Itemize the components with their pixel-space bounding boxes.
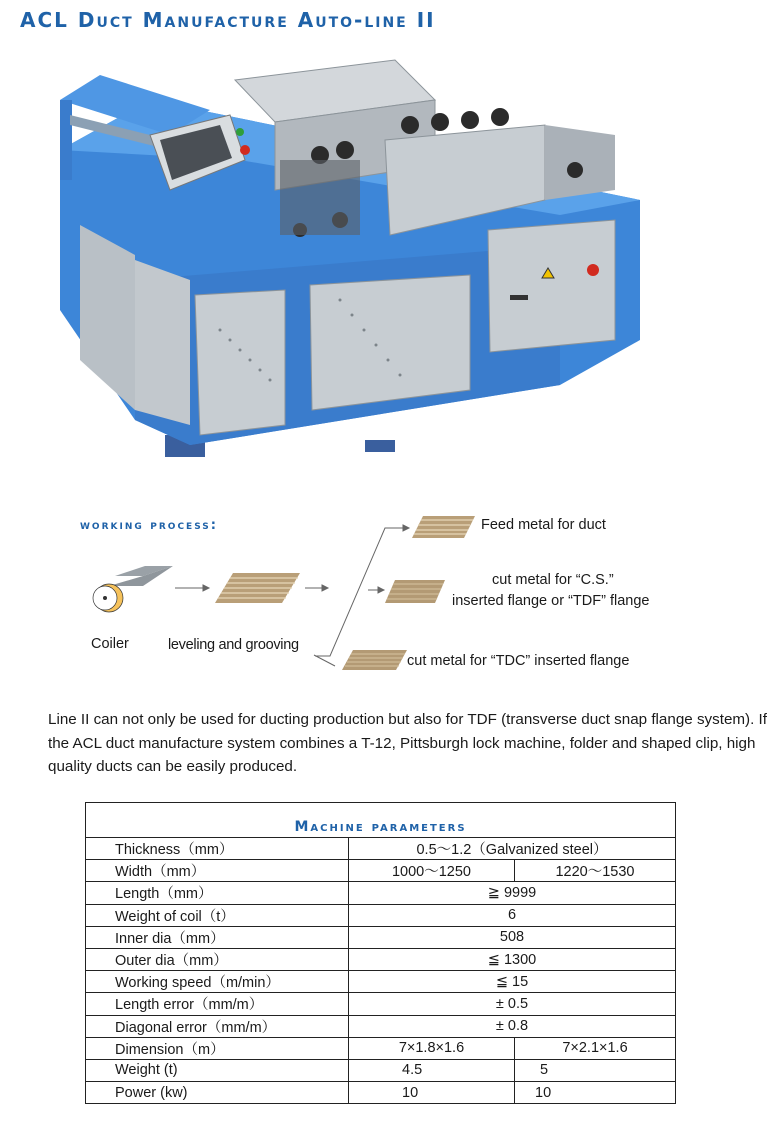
grooved-sheet-icon bbox=[215, 573, 300, 603]
cut-tdc-sheet-icon bbox=[342, 650, 407, 670]
table-row bbox=[86, 860, 676, 882]
param-value: 6 bbox=[349, 904, 676, 926]
cut-tdc-label: cut metal for “TDC” inserted flange bbox=[407, 653, 630, 669]
machine-image bbox=[40, 40, 660, 480]
param-name: Width（mm） bbox=[86, 860, 349, 882]
param-value-1: 1000～1250 bbox=[349, 860, 515, 882]
param-name: Power (kw) bbox=[86, 1082, 349, 1104]
param-value-2: 10 bbox=[515, 1082, 676, 1104]
table-row bbox=[86, 993, 676, 1015]
arrow-icon bbox=[305, 585, 328, 591]
coiler-label: Coiler bbox=[91, 636, 129, 652]
leveling-label: leveling and grooving bbox=[168, 637, 299, 653]
feed-sheet-icon bbox=[412, 516, 475, 538]
param-name: Dimension（m） bbox=[86, 1037, 349, 1059]
param-value-2: 5 bbox=[515, 1059, 676, 1081]
table-row bbox=[86, 1059, 676, 1081]
table-row bbox=[86, 882, 676, 904]
description-paragraph: Line II can not only be used for ducting production but also for TDF (transverse duct snap flange system). If the ACL duct manufacture system combines a T-12, Pittsburgh lock machine, folder and shaped clip, high quality ducts can be easily produced. bbox=[48, 711, 767, 775]
table-row bbox=[86, 1015, 676, 1037]
working-process-label: working process: bbox=[80, 518, 218, 533]
arrow-icon bbox=[175, 585, 209, 591]
param-name: Inner dia（mm） bbox=[86, 926, 349, 948]
cut-cs-label-line2: inserted flange or “TDF” flange bbox=[452, 593, 650, 609]
cut-cs-sheet-icon bbox=[385, 580, 445, 603]
param-name: Length（mm） bbox=[86, 882, 349, 904]
table-row bbox=[86, 948, 676, 970]
table-row bbox=[86, 971, 676, 993]
param-value-1: 10 bbox=[349, 1082, 515, 1104]
table-row bbox=[86, 904, 676, 926]
table-row bbox=[86, 838, 676, 860]
feed-label: Feed metal for duct bbox=[481, 517, 606, 533]
param-value-2: 7×2.1×1.6 bbox=[515, 1037, 676, 1059]
param-value: ≦ 1300 bbox=[349, 948, 676, 970]
coiler-icon bbox=[93, 566, 173, 612]
param-value: ≧ 9999 bbox=[349, 882, 676, 904]
page-title: ACL Duct Manufacture Auto-line II bbox=[20, 8, 436, 32]
param-value-2: 1220～1530 bbox=[515, 860, 676, 882]
param-value: ± 0.8 bbox=[349, 1015, 676, 1037]
table-row bbox=[86, 1082, 676, 1104]
param-value: 508 bbox=[349, 926, 676, 948]
param-value: 0.5～1.2（Galvanized steel） bbox=[349, 838, 676, 860]
param-value-1: 4.5 bbox=[349, 1059, 515, 1081]
param-value: ± 0.5 bbox=[349, 993, 676, 1015]
table-row bbox=[86, 926, 676, 948]
machine-parameters-table bbox=[85, 802, 676, 1104]
param-name: Length error（mm/m） bbox=[86, 993, 349, 1015]
param-name: Outer dia（mm） bbox=[86, 948, 349, 970]
param-name: Weight (t) bbox=[86, 1059, 349, 1081]
table-header: Machine parameters bbox=[86, 803, 676, 838]
param-name: Weight of coil（t） bbox=[86, 904, 349, 926]
param-value-1: 7×1.8×1.6 bbox=[349, 1037, 515, 1059]
param-name: Diagonal error（mm/m） bbox=[86, 1015, 349, 1037]
param-value: ≦ 15 bbox=[349, 971, 676, 993]
table-row bbox=[86, 1037, 676, 1059]
param-name: Thickness（mm） bbox=[86, 838, 349, 860]
param-name: Working speed（m/min） bbox=[86, 971, 349, 993]
cut-cs-label-line1: cut metal for “C.S.” bbox=[492, 572, 614, 588]
